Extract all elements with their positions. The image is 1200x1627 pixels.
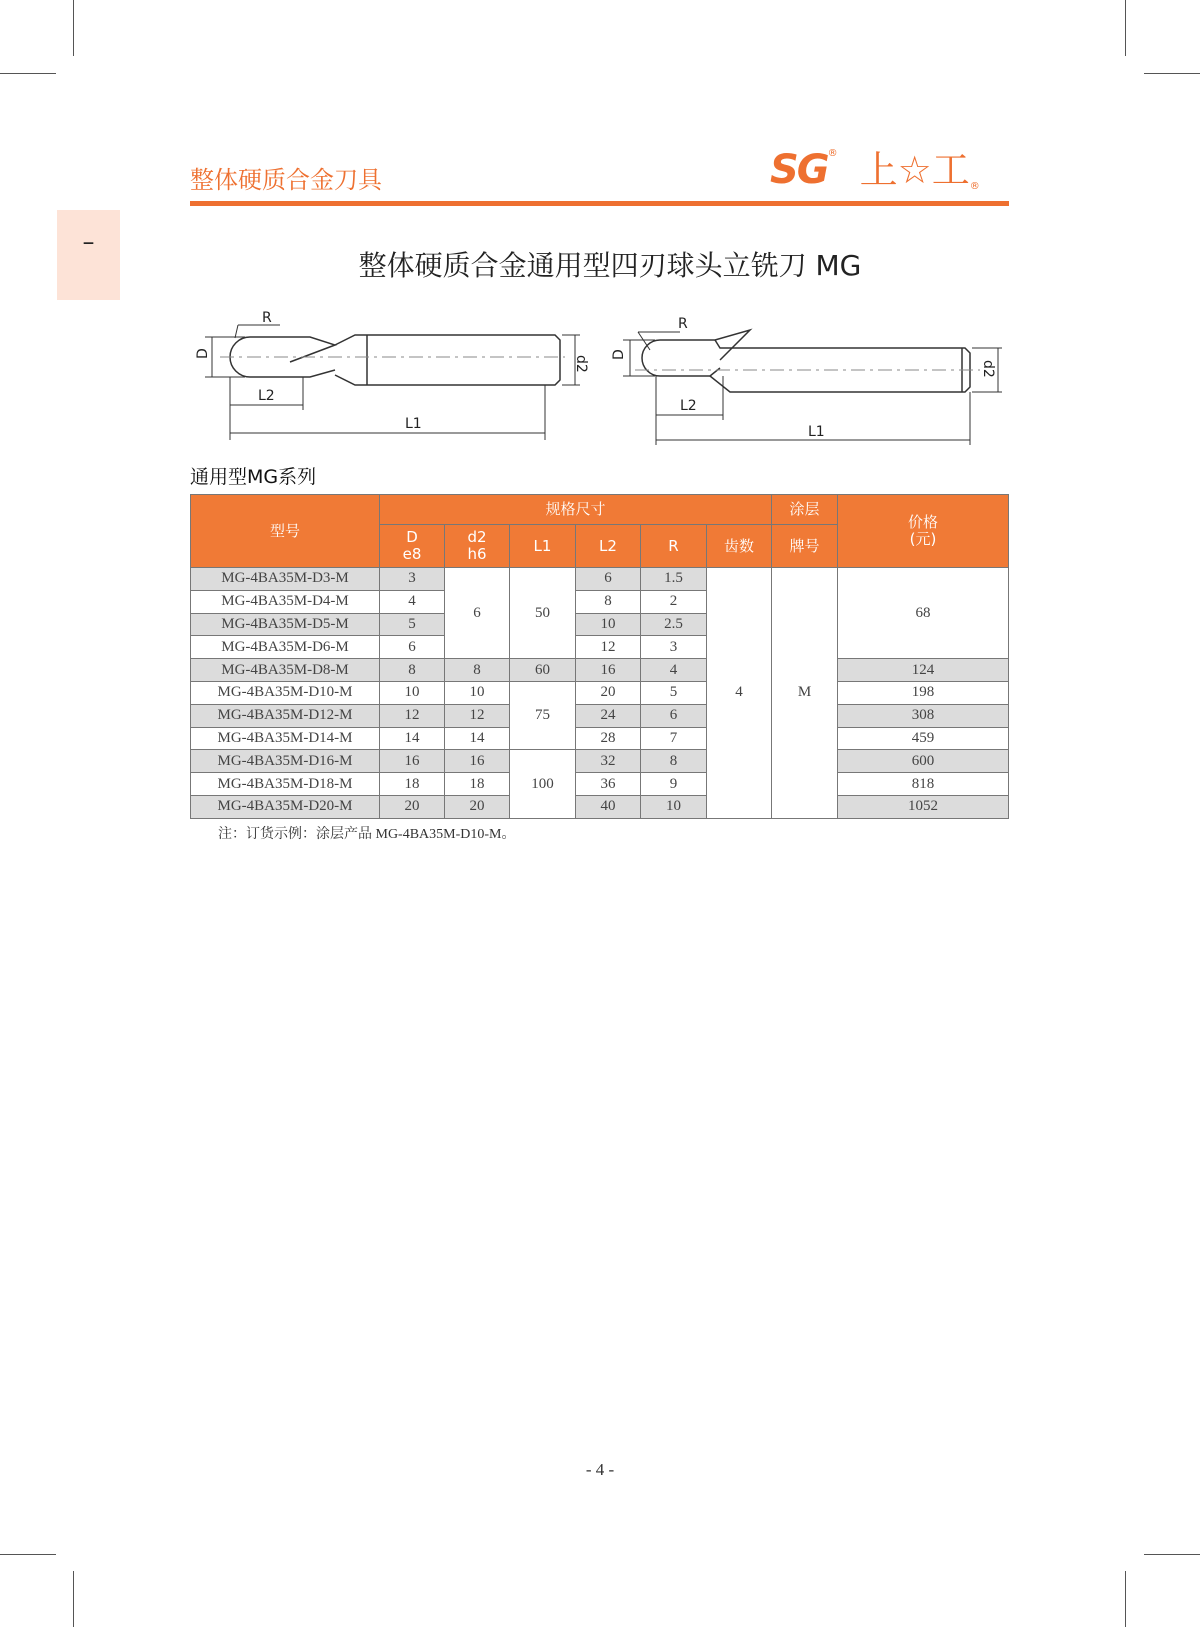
cell-d: 10 xyxy=(380,681,445,704)
cell-l2: 20 xyxy=(576,681,641,704)
cell-r: 1.5 xyxy=(641,568,707,591)
cell-d2: 6 xyxy=(445,568,510,659)
cell-d: 4 xyxy=(380,590,445,613)
header-d2: d2 h6 xyxy=(445,525,510,568)
header-coating-top: 涂层 xyxy=(772,495,838,525)
label-D: D xyxy=(611,349,627,360)
cell-model: MG-4BA35M-D3-M xyxy=(191,568,380,591)
label-R: R xyxy=(262,310,272,326)
brand-logo: SG ® 上☆工 ® xyxy=(770,147,980,193)
cell-r: 2 xyxy=(641,590,707,613)
cell-r: 5 xyxy=(641,681,707,704)
cell-coating: M xyxy=(772,568,838,819)
cell-model: MG-4BA35M-D20-M xyxy=(191,795,380,818)
order-note: 注：订货示例：涂层产品 MG-4BA35M-D10-M。 xyxy=(218,827,516,842)
table-row xyxy=(191,681,1009,704)
cell-l2: 40 xyxy=(576,795,641,818)
section-title: 整体硬质合金刀具 xyxy=(190,166,382,194)
side-tab-label: – xyxy=(82,228,95,256)
cell-price: 1052 xyxy=(838,795,1009,818)
logo-cn: 上☆工 xyxy=(859,148,970,192)
cell-price: 818 xyxy=(838,773,1009,796)
label-D: D xyxy=(195,348,211,359)
cell-l2: 24 xyxy=(576,704,641,727)
cell-l2: 28 xyxy=(576,727,641,750)
crop-mark xyxy=(0,73,56,74)
cell-d: 14 xyxy=(380,727,445,750)
crop-mark xyxy=(1125,1571,1126,1627)
cell-model: MG-4BA35M-D18-M xyxy=(191,773,380,796)
cell-d2: 18 xyxy=(445,773,510,796)
cell-price: 600 xyxy=(838,750,1009,773)
cell-d2: 14 xyxy=(445,727,510,750)
cell-l2: 12 xyxy=(576,636,641,659)
label-L2: L2 xyxy=(258,388,275,404)
crop-mark xyxy=(73,0,74,56)
crop-mark xyxy=(0,1554,56,1555)
cell-model: MG-4BA35M-D6-M xyxy=(191,636,380,659)
spec-table xyxy=(190,494,1009,819)
header-price: 价格 (元) xyxy=(838,495,1009,568)
crop-mark xyxy=(1125,0,1126,56)
cell-r: 10 xyxy=(641,795,707,818)
cell-l1: 75 xyxy=(510,681,576,749)
cell-l2: 10 xyxy=(576,613,641,636)
table-row xyxy=(191,750,1009,773)
cell-model: MG-4BA35M-D12-M xyxy=(191,704,380,727)
cell-d2: 8 xyxy=(445,659,510,682)
cell-r: 2.5 xyxy=(641,613,707,636)
cell-d2: 12 xyxy=(445,704,510,727)
end-mill-drawing-1 xyxy=(190,300,590,445)
label-L1: L1 xyxy=(405,416,422,432)
cell-model: MG-4BA35M-D5-M xyxy=(191,613,380,636)
cell-d: 12 xyxy=(380,704,445,727)
cell-d: 5 xyxy=(380,613,445,636)
page-number: - 4 - xyxy=(585,1460,615,1479)
cell-d: 18 xyxy=(380,773,445,796)
table-row xyxy=(191,795,1009,818)
cell-l2: 8 xyxy=(576,590,641,613)
label-d2: d2 xyxy=(573,355,589,373)
cell-r: 7 xyxy=(641,727,707,750)
cell-d2: 20 xyxy=(445,795,510,818)
header-model: 型号 xyxy=(191,495,380,568)
cell-l1: 50 xyxy=(510,568,576,659)
cell-d: 16 xyxy=(380,750,445,773)
end-mill-drawing-2 xyxy=(611,310,1010,450)
cell-model: MG-4BA35M-D14-M xyxy=(191,727,380,750)
crop-mark xyxy=(73,1571,74,1627)
cell-price: 68 xyxy=(838,568,1009,659)
header-teeth: 齿数 xyxy=(707,525,772,568)
cell-r: 6 xyxy=(641,704,707,727)
page-title: 整体硬质合金通用型四刃球头立铣刀 MG xyxy=(358,249,862,282)
cell-price: 124 xyxy=(838,659,1009,682)
cell-price: 308 xyxy=(838,704,1009,727)
cell-l1: 100 xyxy=(510,750,576,818)
cell-r: 8 xyxy=(641,750,707,773)
cell-d: 8 xyxy=(380,659,445,682)
cell-d: 3 xyxy=(380,568,445,591)
header-D: D e8 xyxy=(380,525,445,568)
cell-d2: 16 xyxy=(445,750,510,773)
crop-mark xyxy=(1144,1554,1200,1555)
cell-r: 4 xyxy=(641,659,707,682)
cell-r: 3 xyxy=(641,636,707,659)
table-row xyxy=(191,727,1009,750)
logo-sg: SG xyxy=(770,147,828,193)
cell-model: MG-4BA35M-D4-M xyxy=(191,590,380,613)
cell-l1: 60 xyxy=(510,659,576,682)
header-spec: 规格尺寸 xyxy=(380,495,772,525)
cell-l2: 32 xyxy=(576,750,641,773)
cell-price: 459 xyxy=(838,727,1009,750)
label-R: R xyxy=(678,316,688,332)
header-coating: 牌号 xyxy=(772,525,838,568)
header-L2: L2 xyxy=(576,525,641,568)
cell-r: 9 xyxy=(641,773,707,796)
cell-l2: 6 xyxy=(576,568,641,591)
cell-d2: 10 xyxy=(445,681,510,704)
table-row xyxy=(191,704,1009,727)
table-row xyxy=(191,773,1009,796)
table-row xyxy=(191,659,1009,682)
cell-model: MG-4BA35M-D16-M xyxy=(191,750,380,773)
cell-model: MG-4BA35M-D10-M xyxy=(191,681,380,704)
header-L1: L1 xyxy=(510,525,576,568)
cell-l2: 36 xyxy=(576,773,641,796)
header-rule xyxy=(190,201,1009,206)
cell-d: 20 xyxy=(380,795,445,818)
cell-l2: 16 xyxy=(576,659,641,682)
label-d2: d2 xyxy=(980,360,996,378)
cell-d: 6 xyxy=(380,636,445,659)
label-L2: L2 xyxy=(680,398,697,414)
series-title: 通用型MG系列 xyxy=(190,466,317,488)
crop-mark xyxy=(1144,73,1200,74)
header-R: R xyxy=(641,525,707,568)
cell-model: MG-4BA35M-D8-M xyxy=(191,659,380,682)
label-L1: L1 xyxy=(808,424,825,440)
table-row xyxy=(191,568,1009,591)
cell-teeth: 4 xyxy=(707,568,772,819)
cell-price: 198 xyxy=(838,681,1009,704)
